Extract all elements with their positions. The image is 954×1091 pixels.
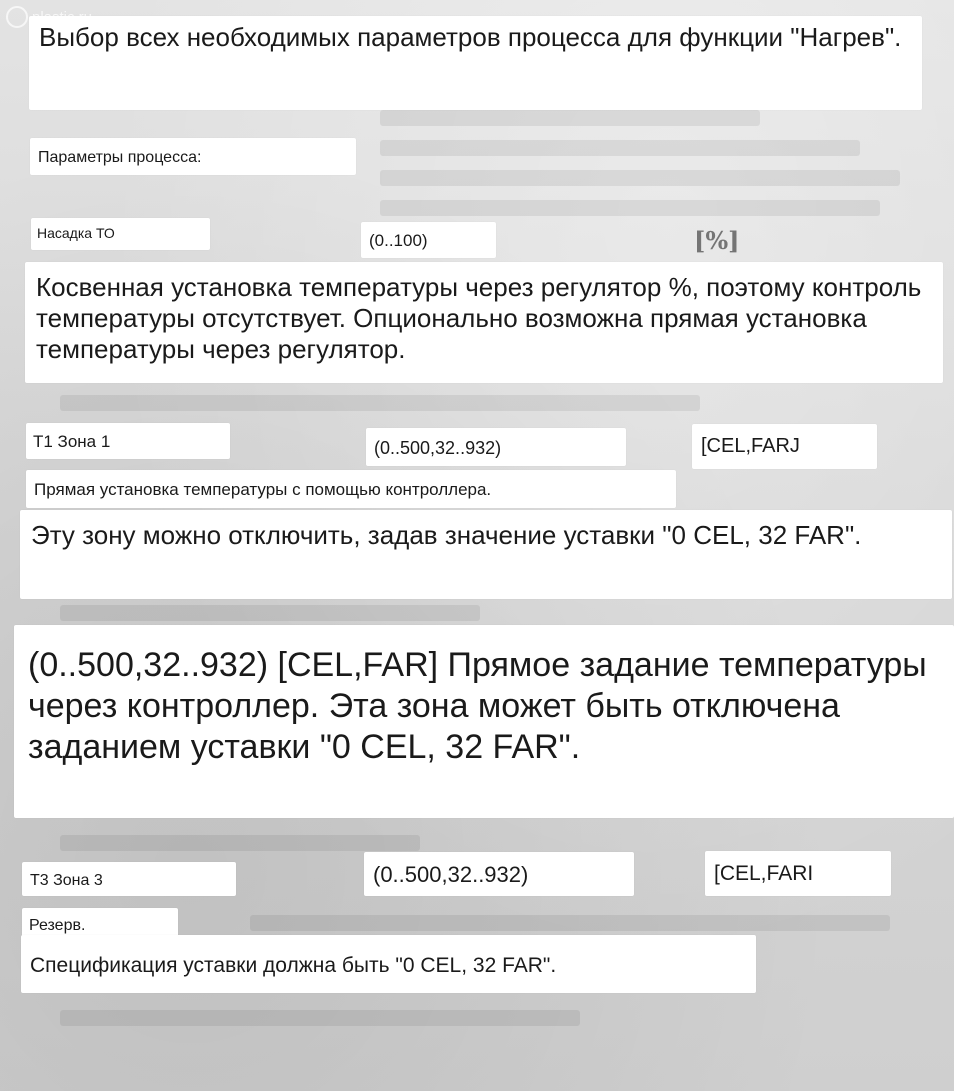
background-print-line [60,605,480,621]
nozzle-note: Косвенная установка температуры через регулятор %, поэтому контроль температуры отсутствует. Опционально возможна прямая установка температуры через регулятор. [25,262,943,383]
watermark-logo-icon [6,6,28,28]
t1-unit: [CEL,FARJ [692,424,877,469]
t3-range: (0..500,32..932) [364,852,634,896]
background-percent-unit: [%] [694,226,740,255]
t3-note: Резерв. [22,908,178,940]
background-print-line [250,915,890,931]
background-print-line [380,200,880,216]
background-print-line [380,110,760,126]
t3-unit: [CEL,FARI [705,851,891,896]
nozzle-range: (0..100) [361,222,496,258]
background-print-line [60,1010,580,1026]
t1-range: (0..500,32..932) [366,428,626,466]
title-overlay: Выбор всех необходимых параметров процесса для функции "Нагрев". [29,16,922,110]
background-print-line [60,395,700,411]
t1-note-2: Эту зону можно отключить, задав значение уставки "0 CEL, 32 FAR". [20,510,952,599]
t2-note: (0..500,32..932) [CEL,FAR] Прямое задание температуры через контроллер. Эта зона может быть отключена заданием уставки "0 CEL, 32 FAR". [14,625,954,818]
background-print-line [380,140,860,156]
params-heading: Параметры процесса: [30,138,356,175]
t1-note: Прямая установка температуры с помощью контроллера. [26,470,676,508]
nozzle-label: Насадка ТО [31,218,210,250]
t3-label: Т3 Зона 3 [22,862,236,896]
background-print-line [380,170,900,186]
t1-label: Т1 Зона 1 [26,423,230,459]
t3-spec: Спецификация уставки должна быть "0 CEL, 32 FAR". [21,935,756,993]
background-print-line [60,835,420,851]
